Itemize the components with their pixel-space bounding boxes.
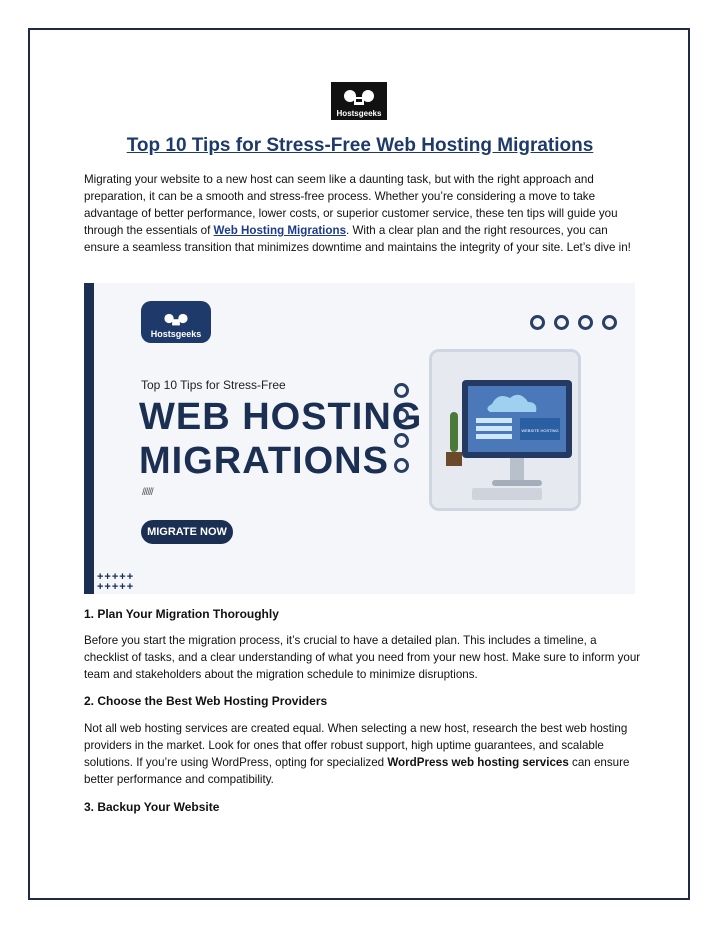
banner-side-stripe [84, 283, 94, 594]
hero-banner-image [84, 283, 635, 594]
intro-text-after: . With a clear plan and the right resources, you can ensure a seamless transition that minimizes downtime and maintains the integrity of your site. Let’s dive in! [84, 224, 631, 254]
ring-icon [554, 315, 569, 330]
intro-paragraph [84, 171, 644, 256]
wordpress-hosting-link[interactable]: WordPress web hosting services [387, 756, 569, 769]
screen-label: WEBSITE HOSTING [521, 428, 559, 433]
ring-icon [394, 458, 409, 473]
plus-row: +++++ [97, 571, 135, 583]
intro-text-before: Migrating your website to a new host can seem like a daunting task, but with the right approach and preparation, it can be a smooth and stress-free process. Whether you’re considering a move to take advantage of better performance, lower costs, or superior customer service, these ten tips will guide you through the essentials of [84, 173, 618, 237]
section-3-heading: 3. Backup Your Website [84, 800, 220, 814]
banner-logo-text: Hostsgeeks [150, 329, 202, 339]
hostsgeeks-logo [331, 82, 387, 120]
monitor-illustration-icon [429, 349, 581, 511]
decorative-dots-row [530, 315, 617, 330]
page-title: Top 10 Tips for Stress-Free Web Hosting Migrations [126, 135, 594, 156]
section-1-body: Before you start the migration process, it’s crucial to have a detailed plan. This includes a timeline, a checklist of tasks, and a clear understanding of what you need from your new host. Make sure to inform your team and stakeholders about the migration schedule to minimize disruptions. [84, 634, 641, 681]
ring-icon [530, 315, 545, 330]
banner-slashes: ////// [142, 487, 153, 498]
section-2-text-before: Not all web hosting services are created equal. When selecting a new host, research the best web hosting providers in the market. Look for ones that offer robust support, high uptime guarantees, and scalable solutions. If you’re using WordPress, opting for specialized [84, 722, 628, 769]
ring-icon [578, 315, 593, 330]
banner-logo [141, 301, 211, 343]
banner-headline-1: WEB HOSTING [139, 396, 423, 438]
logo-text: Hostsgeeks [336, 109, 382, 118]
logo-mark-icon [337, 87, 381, 109]
web-hosting-migrations-link[interactable]: Web Hosting Migrations [213, 224, 347, 237]
section-2-heading: 2. Choose the Best Web Hosting Providers [84, 694, 328, 708]
migrate-now-button: MIGRATE NOW [141, 520, 233, 544]
section-1-heading: 1. Plan Your Migration Thoroughly [84, 607, 279, 621]
banner-headline-2: MIGRATIONS [139, 440, 389, 482]
section-2-body [84, 720, 644, 788]
plus-row: +++++ [97, 581, 135, 593]
banner-logo-icon [159, 311, 193, 329]
ring-icon [602, 315, 617, 330]
section-2-text-after: can ensure better performance and compatibility. [84, 756, 630, 786]
plus-pattern [97, 572, 134, 592]
banner-subtitle: Top 10 Tips for Stress-Free [141, 378, 286, 392]
